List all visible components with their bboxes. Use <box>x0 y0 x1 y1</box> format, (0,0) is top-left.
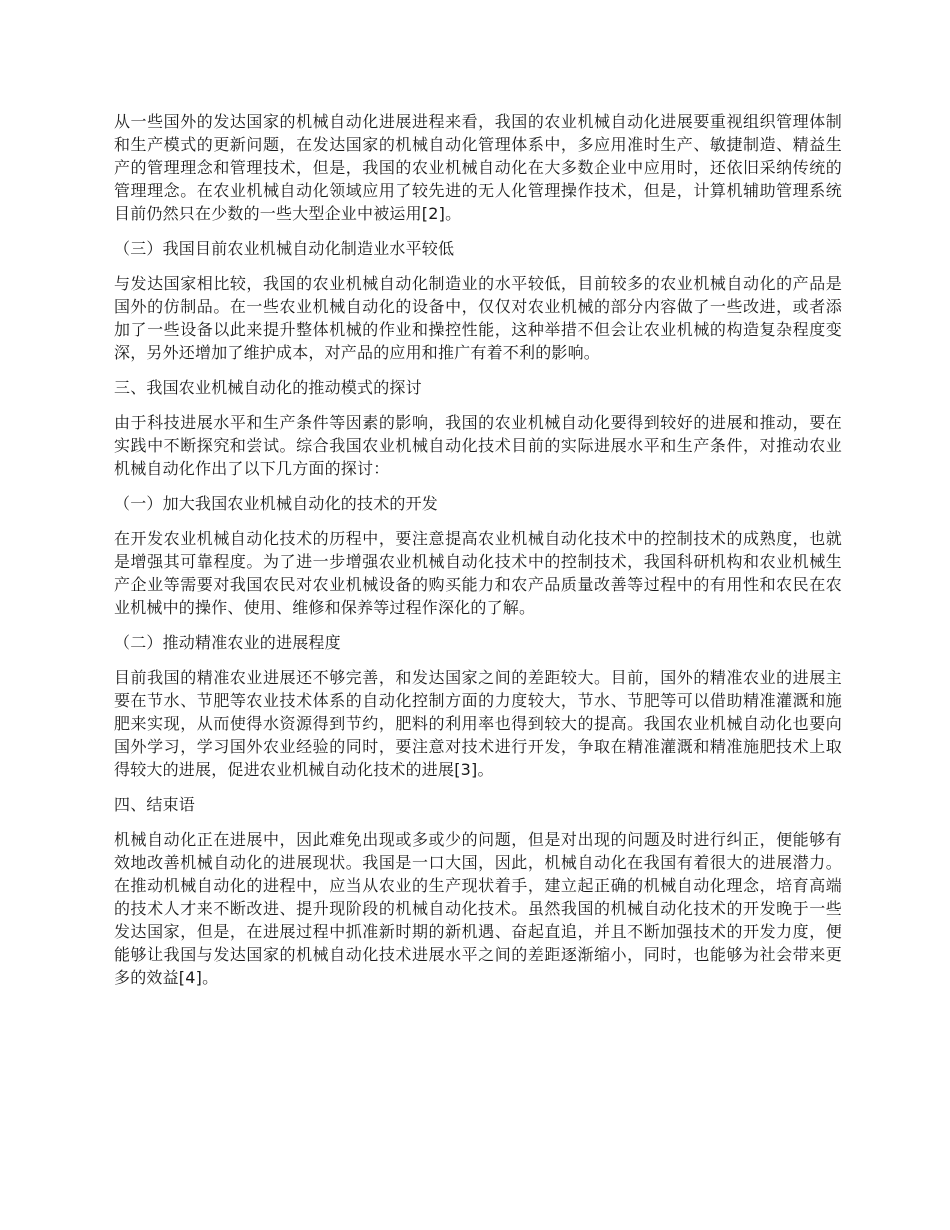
paragraph-promotion-intro: 由于科技进展水平和生产条件等因素的影响，我国的农业机械自动化要得到较好的进展和推动，要在实践中不断探究和尝试。综合我国农业机械自动化技术目前的实际进展水平和生产条件，对推动农业机械自动化作出了以下几方面的探讨： <box>114 413 842 478</box>
heading-precision-agriculture: （二）推动精准农业的进展程度 <box>114 633 341 652</box>
heading-manufacturing-level: （三）我国目前农业机械自动化制造业水平较低 <box>114 239 455 258</box>
paragraph-technology-development: 在开发农业机械自动化技术的历程中，要注意提高农业机械自动化技术中的控制技术的成熟度，也就是增强其可靠程度。为了进一步增强农业机械自动化技术中的控制技术，我国科研机构和农业机械生产企业等需要对我国农民对农业机械设备的购买能力和农产品质量改善等过程中的有用性和农民在农业机械中的操作、使用、维修和保养等过程作深化的了解。 <box>114 529 842 617</box>
document-body <box>114 110 842 1001</box>
section-title-promotion-mode: 三、我国农业机械自动化的推动模式的探讨 <box>114 378 422 397</box>
section-title-conclusion: 四、结束语 <box>114 795 196 814</box>
paragraph-manufacturing-level: 与发达国家相比较，我国的农业机械自动化制造业的水平较低，目前较多的农业机械自动化的产品是国外的仿制品。在一些农业机械自动化的设备中，仅仅对农业机械的部分内容做了一些改进，或者添加了一些设备以此来提升整体机械的作业和操控性能，这种举措不但会让农业机械的构造复杂程度变深，另外还增加了维护成本，对产品的应用和推广有着不利的影响。 <box>114 274 842 362</box>
paragraph-management-reform: 从一些国外的发达国家的机械自动化进展进程来看，我国的农业机械自动化进展要重视组织管理体制和生产模式的更新问题，在发达国家的机械自动化管理体系中，多应用准时生产、敏捷制造、精益生产的管理理念和管理技术，但是，我国的农业机械自动化在大多数企业中应用时，还依旧采纳传统的管理理念。在农业机械自动化领域应用了较先进的无人化管理操作技术，但是，计算机辅助管理系统目前仍然只在少数的一些大型企业中被运用[2]。 <box>114 112 842 223</box>
paragraph-precision-agriculture: 目前我国的精准农业进展还不够完善，和发达国家之间的差距较大。目前，国外的精准农业的进展主要在节水、节肥等农业技术体系的自动化控制方面的力度较大，节水、节肥等可以借助精准灌溉和施肥来实现，从而使得水资源得到节约，肥料的利用率也得到较大的提高。我国农业机械自动化也要向国外学习，学习国外农业经验的同时，要注意对技术进行开发，争取在精准灌溉和精准施肥技术上取得较大的进展，促进农业机械自动化技术的进展[3]。 <box>114 668 842 779</box>
paragraph-conclusion: 机械自动化正在进展中，因此难免出现或多或少的问题，但是对出现的问题及时进行纠正，便能够有效地改善机械自动化的进展现状。我国是一口大国，因此，机械自动化在我国有着很大的进展潜力。在推动机械自动化的进程中，应当从农业的生产现状着手，建立起正确的机械自动化理念，培育高端的技术人才来不断改进、提升现阶段的机械自动化技术。虽然我国的机械自动化技术的开发晚于一些发达国家，但是，在进展过程中抓准新时期的新机遇、奋起直追，并且不断加强技术的开发力度，便能够让我国与发达国家的机械自动化技术进展水平之间的差距逐渐缩小，同时，也能够为社会带来更多的效益[4]。 <box>114 830 842 987</box>
heading-technology-development: （一）加大我国农业机械自动化的技术的开发 <box>114 494 439 513</box>
